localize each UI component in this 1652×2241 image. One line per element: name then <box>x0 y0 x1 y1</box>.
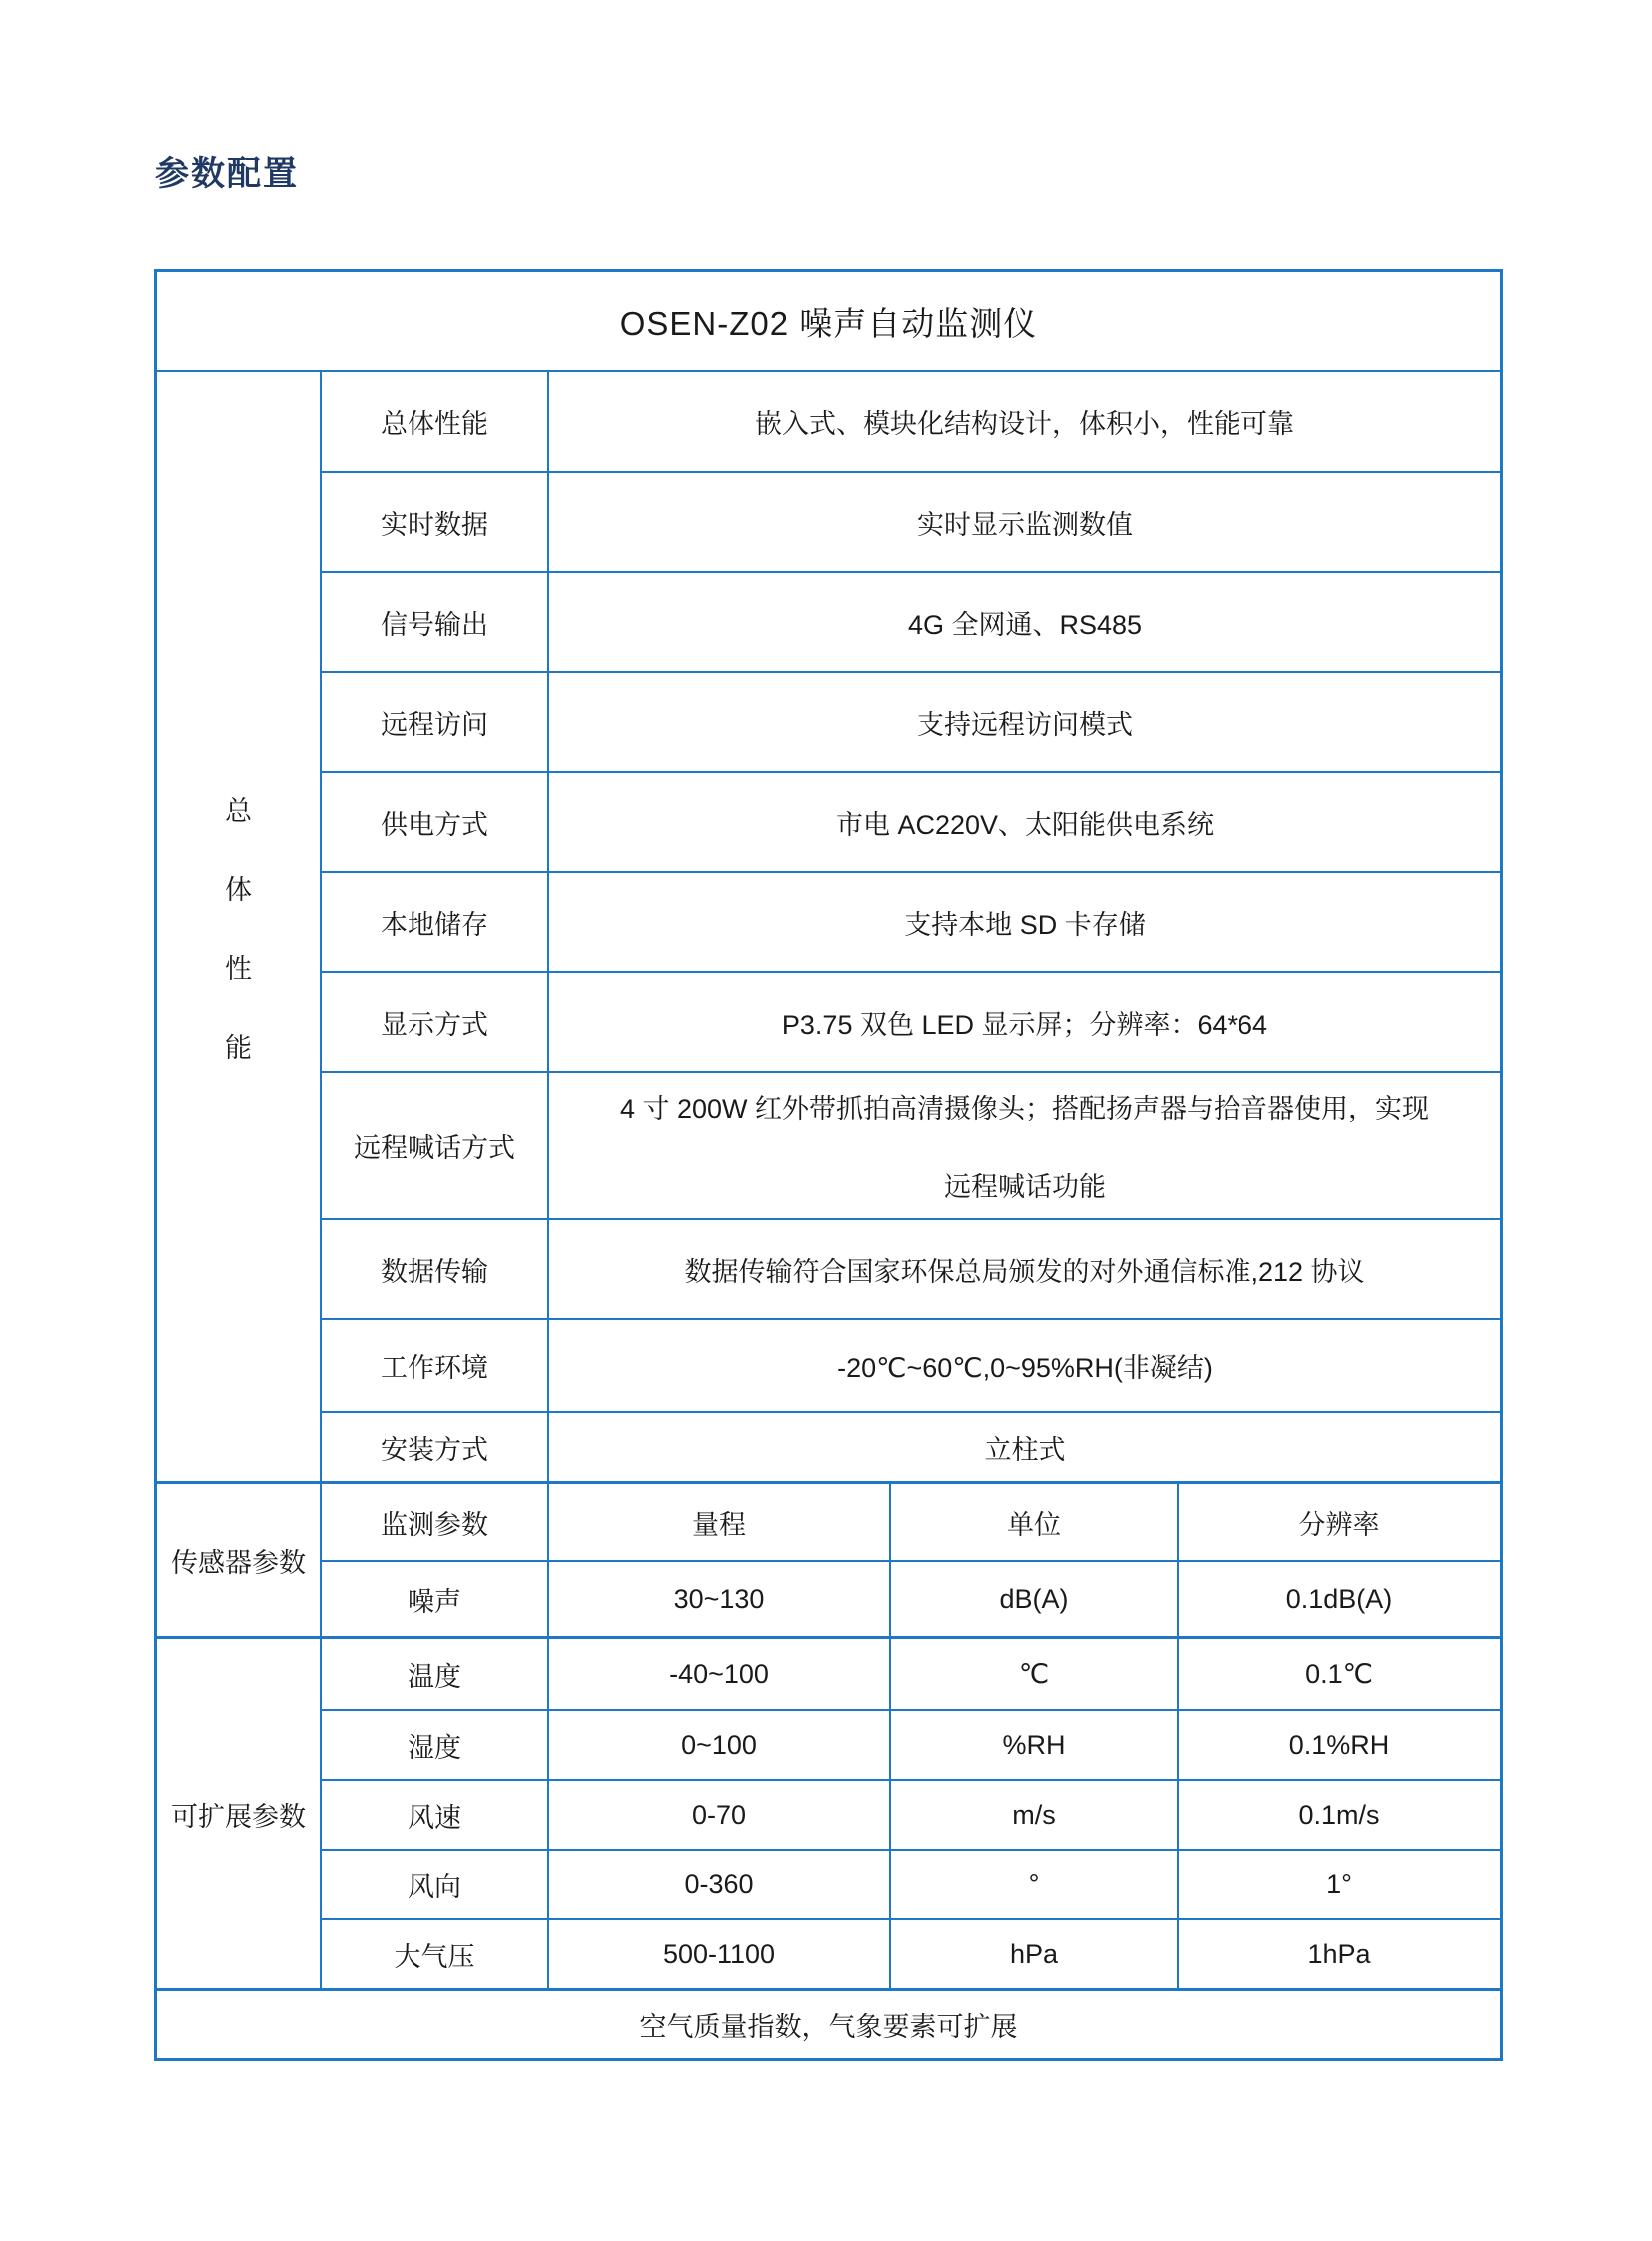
row-value: 市电 AC220V、太阳能供电系统 <box>835 809 1215 840</box>
row-value-line: 4 寸 200W 红外带抓拍高清摄像头；搭配扬声器与拾音器使用，实现 <box>619 1094 1430 1123</box>
table-row <box>322 871 1500 971</box>
table-row <box>322 1218 1500 1318</box>
param-range: -40~100 <box>549 1639 891 1709</box>
page-title: 参数配置 <box>155 155 299 193</box>
vertical-label-char: 能 <box>225 1032 252 1063</box>
param-range: 30~130 <box>549 1562 891 1636</box>
table-footer-row <box>157 1988 1500 2058</box>
section-expandable-params <box>157 1636 1500 1988</box>
table-row <box>322 1918 1500 1988</box>
row-value: 实时显示监测数值 <box>917 509 1133 540</box>
param-resolution: 0.1dB(A) <box>1285 1583 1393 1614</box>
param-unit: ℃ <box>891 1639 1179 1709</box>
param-resolution: 1hPa <box>1307 1938 1371 1969</box>
table-row <box>322 372 1500 471</box>
section-label-general <box>157 372 322 1481</box>
row-label: 总体性能 <box>322 372 549 471</box>
row-label: 安装方式 <box>322 1413 549 1481</box>
param-unit: hPa <box>891 1920 1179 1988</box>
vertical-label <box>225 789 252 1065</box>
sensor-rows <box>322 1484 1500 1636</box>
column-header: 监测参数 <box>322 1484 549 1560</box>
footer-note: 空气质量指数，气象要素可扩展 <box>639 2012 1018 2042</box>
table-row <box>322 971 1500 1071</box>
table-row <box>322 1071 1500 1218</box>
section-sensor-params <box>157 1481 1500 1636</box>
section-label-expandable: 可扩展参数 <box>157 1639 322 1988</box>
general-rows <box>322 372 1500 1481</box>
param-unit: %RH <box>891 1711 1179 1779</box>
row-value: 4G 全网通、RS485 <box>907 609 1143 640</box>
param-resolution: 0.1%RH <box>1288 1729 1390 1760</box>
row-value: -20℃~60℃,0~95%RH(非凝结) <box>837 1353 1213 1383</box>
vertical-label-char: 体 <box>225 874 252 905</box>
param-resolution: 0.1℃ <box>1305 1658 1373 1689</box>
table-row <box>322 1779 1500 1849</box>
row-label: 数据传输 <box>322 1220 549 1318</box>
column-header: 单位 <box>891 1484 1179 1560</box>
row-label: 远程喊话方式 <box>322 1073 549 1218</box>
table-title-row <box>157 272 1500 370</box>
row-label: 实时数据 <box>322 473 549 571</box>
param-name: 风向 <box>322 1851 549 1918</box>
row-value: 嵌入式、模块化结构设计，体积小，性能可靠 <box>755 408 1294 439</box>
table-row <box>322 571 1500 671</box>
row-value: 立柱式 <box>984 1434 1066 1465</box>
column-header: 量程 <box>549 1484 891 1560</box>
column-header: 分辨率 <box>1298 1509 1380 1540</box>
spec-table <box>154 269 1503 2061</box>
param-name: 大气压 <box>322 1920 549 1988</box>
section-general-performance <box>157 370 1500 1481</box>
row-label: 远程访问 <box>322 673 549 771</box>
table-row <box>322 671 1500 771</box>
table-title: OSEN-Z02 噪声自动监测仪 <box>619 304 1038 342</box>
row-value: 支持本地 SD 卡存储 <box>904 909 1146 940</box>
param-name: 风速 <box>322 1781 549 1849</box>
param-range: 500-1100 <box>549 1920 891 1988</box>
table-row <box>322 1849 1500 1918</box>
param-unit: m/s <box>891 1781 1179 1849</box>
table-row <box>322 771 1500 871</box>
param-resolution: 1° <box>1326 1868 1352 1899</box>
row-label: 本地储存 <box>322 873 549 971</box>
table-row <box>322 1318 1500 1411</box>
table-row <box>322 1411 1500 1481</box>
param-range: 0-70 <box>549 1781 891 1849</box>
param-resolution: 0.1m/s <box>1298 1799 1380 1830</box>
row-value-line: 远程喊话功能 <box>944 1172 1106 1202</box>
vertical-label-char: 总 <box>225 795 252 826</box>
param-name: 湿度 <box>322 1711 549 1779</box>
row-label: 工作环境 <box>322 1320 549 1411</box>
row-value: 支持远程访问模式 <box>917 709 1133 740</box>
param-unit: dB(A) <box>891 1562 1179 1636</box>
row-value <box>549 1073 1500 1218</box>
param-name: 温度 <box>322 1639 549 1709</box>
param-range: 0~100 <box>549 1711 891 1779</box>
param-unit: ° <box>891 1851 1179 1918</box>
section-label-sensor: 传感器参数 <box>157 1484 322 1636</box>
vertical-label-char: 性 <box>225 953 252 984</box>
row-label: 信号输出 <box>322 573 549 671</box>
table-header-row <box>322 1484 1500 1560</box>
table-row <box>322 1639 1500 1709</box>
param-name: 噪声 <box>322 1562 549 1636</box>
table-row <box>322 1560 1500 1636</box>
table-row <box>322 1709 1500 1779</box>
row-label: 供电方式 <box>322 773 549 871</box>
param-range: 0-360 <box>549 1851 891 1918</box>
row-label: 显示方式 <box>322 973 549 1071</box>
table-row <box>322 471 1500 571</box>
row-value: P3.75 双色 LED 显示屏；分辨率：64*64 <box>781 1009 1268 1040</box>
row-value: 数据传输符合国家环保总局颁发的对外通信标准,212 协议 <box>684 1256 1365 1287</box>
expandable-rows <box>322 1639 1500 1988</box>
